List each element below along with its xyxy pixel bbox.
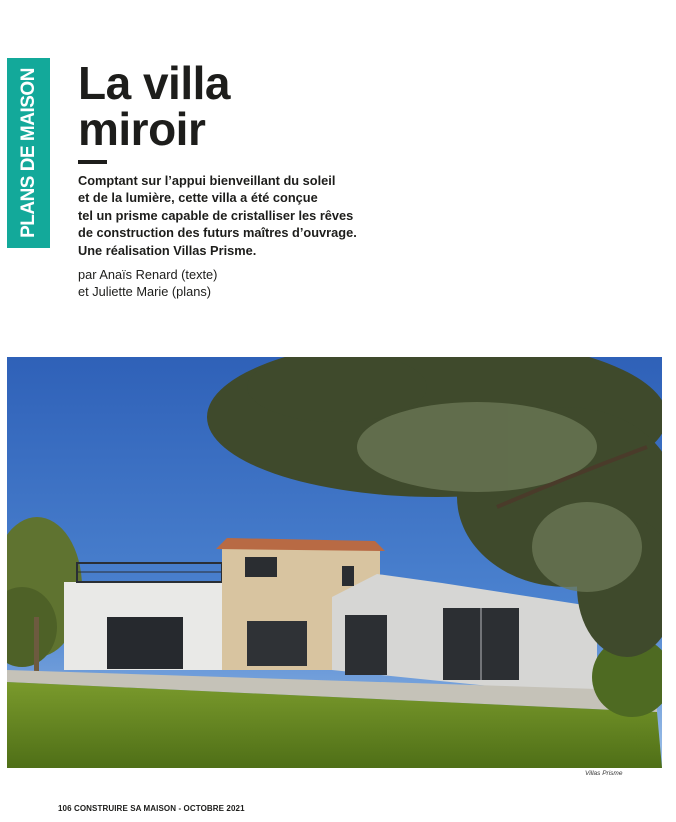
byline-line: par Anaïs Renard (texte) <box>78 267 218 282</box>
title-rule <box>78 160 107 164</box>
publication-name: CONSTRUIRE SA MAISON - OCTOBRE 2021 <box>73 804 245 813</box>
byline <box>78 266 378 300</box>
lead-line: Une réalisation Villas Prisme. <box>78 242 257 258</box>
villa-photo <box>7 357 662 768</box>
title-line-1: La villa <box>78 57 230 109</box>
title-line-2: miroir <box>78 103 206 155</box>
page-number: 106 <box>58 804 72 813</box>
lead-line: et de la lumière, cette villa a été conçue <box>78 190 318 206</box>
section-tab-label: PLANS DE MAISON <box>17 68 39 238</box>
lead-line: tel un prisme capable de cristalliser les rêves <box>78 207 354 223</box>
lead-line: de construction des futurs maîtres d’ouvrage. <box>78 225 357 241</box>
lead-paragraph <box>78 172 388 259</box>
lead-line: Comptant sur l’appui bienveillant du soleil <box>78 173 336 188</box>
page-footer <box>58 804 245 813</box>
byline-line: et Juliette Marie (plans) <box>78 284 211 299</box>
article-title <box>78 57 378 155</box>
photo-credit: Villas Prisme <box>585 770 623 777</box>
section-tab <box>7 58 50 248</box>
